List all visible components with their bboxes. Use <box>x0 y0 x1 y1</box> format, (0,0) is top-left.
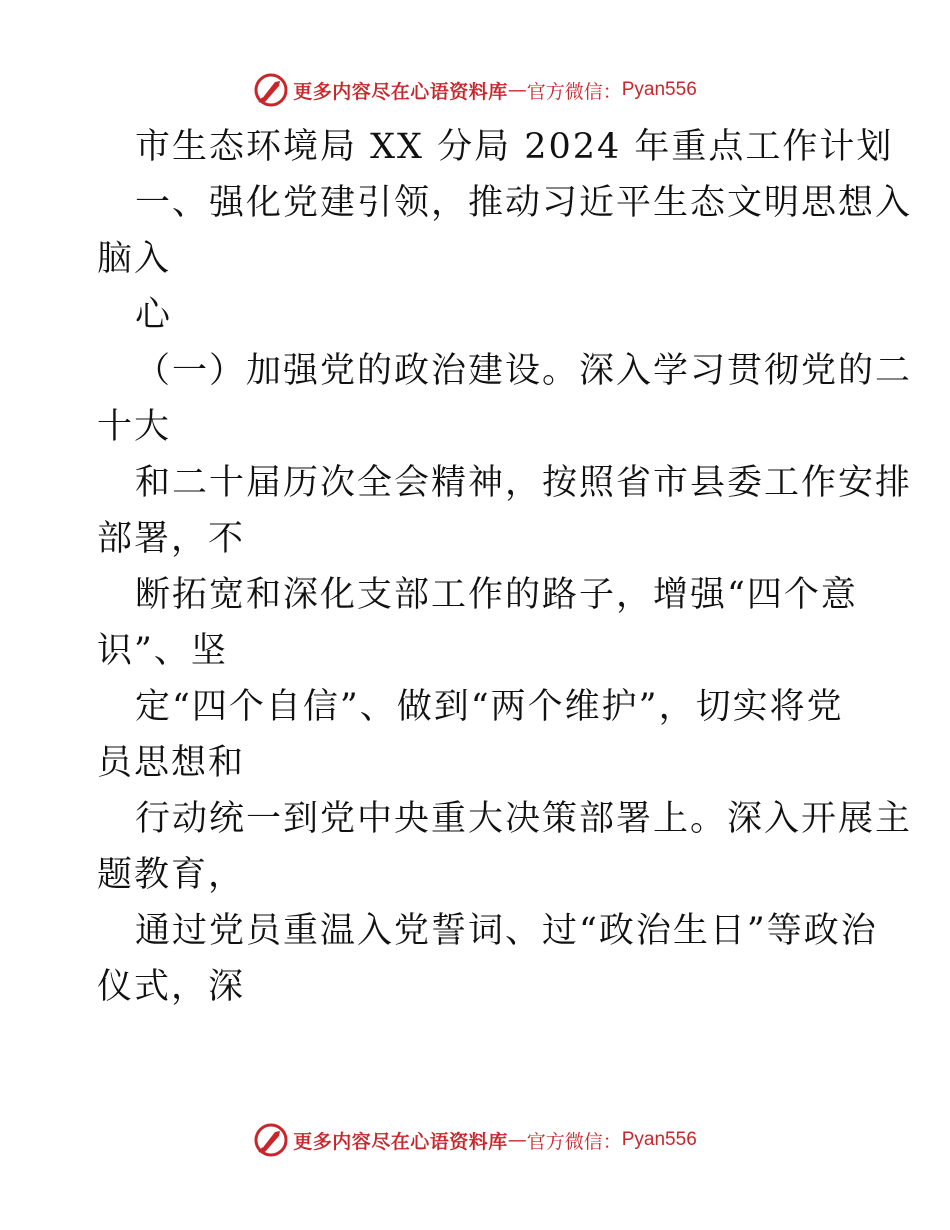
text-line: 行动统一到党中央重大决策部署上。深入开展主 <box>135 799 913 839</box>
text-line: 员思想和 <box>97 743 246 783</box>
watermark-left-text: 更多内容尽在心语资料库 <box>293 80 508 103</box>
watermark-footer <box>0 1118 950 1162</box>
text-line: 仪式，深 <box>97 967 246 1007</box>
text-line: 脑入 <box>97 239 172 279</box>
subsection-heading-1: （一）加强党的政治建设。深入学习贯彻党的二 <box>135 351 913 391</box>
text-line: 和二十届历次全会精神，按照省市县委工作安排 <box>135 463 913 503</box>
watermark-left-text: 更多内容尽在心语资料库 <box>293 1130 508 1153</box>
watermark-right-text: 官方微信： <box>526 1130 622 1153</box>
text-line: 十大 <box>97 407 172 447</box>
watermark-account: Pyan556 <box>621 1129 697 1150</box>
watermark-account: Pyan556 <box>621 79 697 100</box>
document-title: 市生态环境局 XX 分局 2024 年重点工作计划 <box>135 127 894 167</box>
text-line: 识”、坚 <box>97 631 228 671</box>
document-body <box>97 124 913 1011</box>
text-line: 通过党员重温入党誓词、过“政治生日”等政治 <box>135 911 878 951</box>
watermark-header <box>0 68 950 112</box>
text-line: 题教育， <box>97 855 246 895</box>
section-heading-1: 一、强化党建引领，推动习近平生态文明思想入 <box>135 183 913 223</box>
text-line: 部署，不 <box>97 519 246 559</box>
watermark-right-text: 官方微信： <box>526 80 622 103</box>
watermark-dash: — <box>507 1129 527 1151</box>
text-line: 断拓宽和深化支部工作的路子，增强“四个意 <box>135 575 858 615</box>
text-line: 定“四个自信”、做到“两个维护”，切实将党 <box>135 687 844 727</box>
quill-seal-icon <box>253 1122 289 1158</box>
quill-seal-icon <box>253 72 289 108</box>
watermark-dash: — <box>507 79 527 101</box>
text-line: 心 <box>135 295 173 335</box>
